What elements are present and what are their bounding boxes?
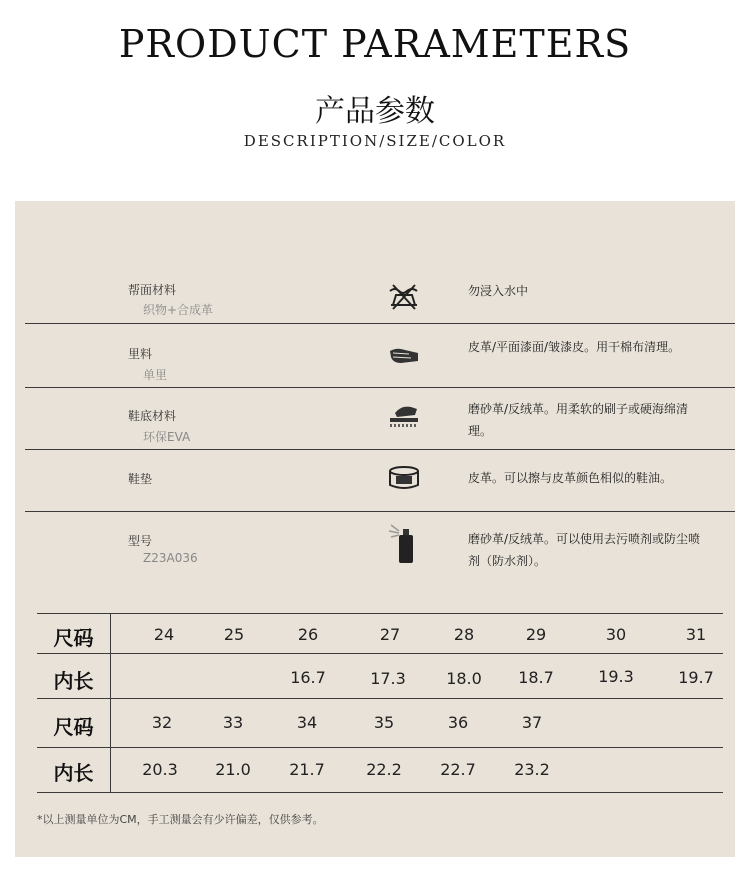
size-cell: 33 bbox=[222, 713, 244, 732]
divider bbox=[25, 323, 735, 324]
care-text-upper: 勿浸入水中 bbox=[468, 284, 529, 298]
shoe-polish-icon bbox=[387, 463, 421, 493]
cloth-wipe-icon bbox=[387, 341, 421, 371]
length-cell: 21.0 bbox=[215, 760, 251, 779]
length-cell: 18.7 bbox=[518, 668, 554, 687]
page-tagline: DESCRIPTION/SIZE/COLOR bbox=[243, 132, 507, 150]
divider bbox=[37, 653, 723, 654]
param-value-model: Z23A036 bbox=[143, 551, 198, 565]
size-cell: 35 bbox=[373, 713, 395, 732]
size-table bbox=[37, 613, 723, 793]
page-title: PRODUCT PARAMETERS bbox=[118, 22, 632, 66]
divider bbox=[37, 613, 723, 614]
param-value-lining: 单里 bbox=[143, 368, 168, 382]
length-cell: 21.7 bbox=[289, 760, 325, 779]
size-cell: 29 bbox=[525, 625, 547, 644]
param-name-model: 型号 bbox=[128, 534, 153, 548]
size-cell: 26 bbox=[297, 625, 319, 644]
param-name-upper: 帮面材料 bbox=[128, 283, 177, 297]
size-cell: 27 bbox=[379, 625, 401, 644]
size-cell: 24 bbox=[153, 625, 175, 644]
divider bbox=[37, 698, 723, 699]
length-cell: 20.3 bbox=[142, 760, 178, 779]
length-cell: 23.2 bbox=[514, 760, 550, 779]
measurement-note: *以上测量单位为CM，手工测量会有少许偏差，仅供参考。 bbox=[37, 813, 324, 826]
param-value-upper: 织物+合成革 bbox=[143, 303, 214, 317]
care-text-model: 磨砂革/反绒革。可以使用去污喷剂或防尘喷剂（防水剂）。 bbox=[468, 532, 701, 568]
length-cell: 22.7 bbox=[440, 760, 476, 779]
divider bbox=[37, 792, 723, 793]
no-soak-icon bbox=[387, 281, 421, 311]
size-cell: 30 bbox=[605, 625, 627, 644]
divider bbox=[37, 747, 723, 748]
brush-icon bbox=[387, 401, 421, 431]
length-cell: 18.0 bbox=[446, 669, 482, 688]
page-subtitle: 产品参数 bbox=[315, 94, 435, 129]
length-header: 内长 bbox=[53, 761, 94, 785]
divider bbox=[25, 449, 735, 450]
size-cell: 36 bbox=[447, 713, 469, 732]
care-text-insole: 皮革。可以擦与皮革颜色相似的鞋油。 bbox=[468, 471, 673, 485]
size-cell: 25 bbox=[223, 625, 245, 644]
size-cell: 32 bbox=[151, 713, 173, 732]
length-header: 内长 bbox=[53, 669, 94, 693]
param-name-sole: 鞋底材料 bbox=[128, 409, 177, 423]
size-cell: 31 bbox=[685, 625, 707, 644]
care-text-sole: 磨砂革/反绒革。用柔软的刷子或硬海绵清理。 bbox=[468, 402, 689, 438]
size-header: 尺码 bbox=[53, 715, 94, 739]
length-cell: 22.2 bbox=[366, 760, 402, 779]
divider bbox=[25, 387, 735, 388]
care-text-lining: 皮革/平面漆面/皱漆皮。用干棉布清理。 bbox=[468, 340, 681, 354]
length-cell: 19.7 bbox=[678, 668, 714, 687]
length-cell: 19.3 bbox=[598, 667, 634, 686]
length-cell: 17.3 bbox=[370, 669, 406, 688]
column-divider bbox=[110, 613, 111, 793]
spray-can-icon bbox=[387, 521, 421, 565]
size-header: 尺码 bbox=[53, 626, 94, 650]
size-cell: 28 bbox=[453, 625, 475, 644]
length-cell: 16.7 bbox=[290, 668, 326, 687]
param-name-insole: 鞋垫 bbox=[128, 472, 153, 486]
size-cell: 34 bbox=[296, 713, 318, 732]
divider bbox=[25, 511, 735, 512]
param-name-lining: 里料 bbox=[128, 347, 153, 361]
param-value-sole: 环保EVA bbox=[143, 430, 191, 444]
size-cell: 37 bbox=[521, 713, 543, 732]
parameters-panel bbox=[15, 201, 735, 857]
